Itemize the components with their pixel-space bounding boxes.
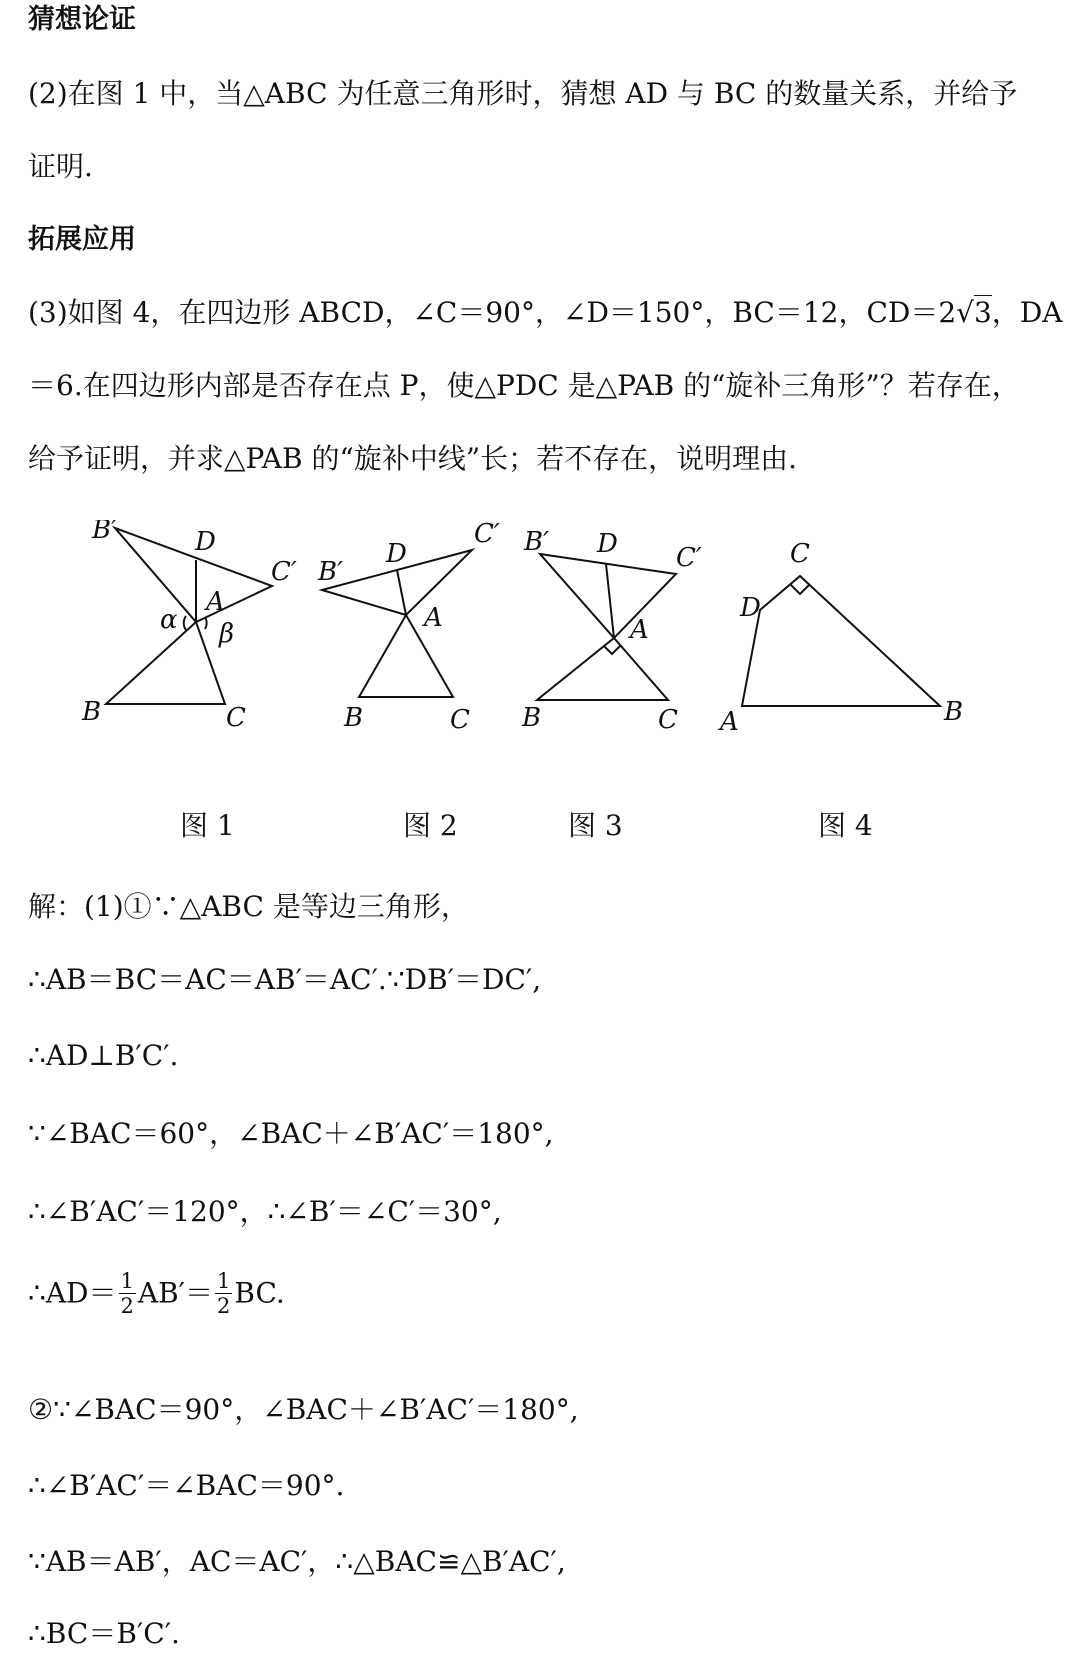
solution-line-7: ②∵∠BAC＝90°，∠BAC＋∠B′AC′＝180°, <box>28 1393 579 1426</box>
heading-extension: 拓展应用 <box>28 224 136 255</box>
solution-line-6 <box>28 1270 285 1317</box>
fig3-label-d: D <box>597 529 618 559</box>
fraction-one-half <box>119 1270 136 1317</box>
fraction-denominator: 2 <box>120 1294 134 1319</box>
figure-3-caption: 图 3 <box>568 809 623 842</box>
solution-line-8: ∴∠B′AC′＝∠BAC＝90°. <box>28 1469 345 1502</box>
fig3-label-c: C <box>658 705 678 735</box>
fig1-label-b-prime: B′ <box>92 520 118 545</box>
problem-3-line-1 <box>28 296 1063 329</box>
figure-3-triangle-bac <box>537 638 668 700</box>
fig1-label-d: D <box>195 527 216 557</box>
figure-2-caption: 图 2 <box>403 809 458 842</box>
fig3-label-b: B <box>522 703 542 733</box>
fig3-label-c-prime: C′ <box>676 543 702 573</box>
problem-2-line-2: 证明. <box>28 150 93 183</box>
problem-2-line-1: (2)在图 1 中，当△ABC 为任意三角形时，猜想 AD 与 BC 的数量关系，并给予 <box>28 77 1018 110</box>
fraction-numerator: 1 <box>120 1269 134 1293</box>
figure-4-quadrilateral-abcd <box>742 576 940 706</box>
figure-1-diagram <box>106 528 272 704</box>
fraction-denominator-second: 2 <box>217 1294 231 1319</box>
fig1-label-beta: β <box>219 619 235 649</box>
fig2-label-d: D <box>386 539 407 569</box>
solution-line-1: 解：(1)①∵△ABC 是等边三角形， <box>28 890 469 923</box>
solution-line-10: ∴BC＝B′C′. <box>28 1617 180 1650</box>
fig4-label-b: B <box>944 697 964 727</box>
sqrt-sign: √ <box>956 296 975 329</box>
solution-line-9: ∵AB＝AB′，AC＝AC′，∴△BAC≌△B′AC′, <box>28 1545 566 1578</box>
figures-group <box>0 520 1080 750</box>
solution-line-2: ∴AB＝BC＝AC＝AB′＝AC′.∵DB′＝DC′, <box>28 963 542 996</box>
figure-4-right-angle-mark <box>791 585 809 594</box>
figure-1-caption: 图 1 <box>180 809 235 842</box>
figure-3-diagram <box>537 554 676 700</box>
sqrt-radicand: 3 <box>974 296 992 329</box>
fig3-label-a: A <box>630 615 649 645</box>
fraction-one-half-second <box>215 1270 232 1317</box>
fig1-label-alpha: α <box>160 605 178 635</box>
fraction-numerator-second: 1 <box>217 1269 231 1293</box>
fig2-label-c: C <box>450 705 470 735</box>
problem-3-text-pre: (3)如图 4，在四边形 ABCD，∠C＝90°，∠D＝150°，BC＝12，CD＝2 <box>28 296 957 329</box>
problem-3-line-3: 给予证明，并求△PAB 的“旋补中线”长；若不存在，说明理由. <box>28 442 798 475</box>
solution-line-6-post: BC. <box>234 1276 285 1310</box>
solution-line-6-mid: AB′＝ <box>137 1276 214 1310</box>
figure-4-diagram <box>742 576 940 706</box>
figure-1-arc-alpha <box>184 616 186 630</box>
fig4-label-c: C <box>790 539 810 569</box>
fig1-label-b: B <box>82 697 102 727</box>
solution-line-5: ∴∠B′AC′＝120°，∴∠B′＝∠C′＝30°, <box>28 1195 502 1228</box>
figure-2-median-ad <box>397 570 406 615</box>
fig1-label-c-prime: C′ <box>271 557 297 587</box>
figure-4-caption: 图 4 <box>818 809 873 842</box>
figure-1-arc-beta <box>205 617 207 629</box>
figure-1-triangle-b-prime-a-c-prime <box>115 528 272 622</box>
fig2-label-c-prime: C′ <box>474 520 500 549</box>
fig4-label-a: A <box>720 707 739 737</box>
fig1-label-a: A <box>206 587 225 617</box>
figure-2-diagram <box>322 550 472 697</box>
fig4-label-d: D <box>740 593 761 623</box>
fig1-label-c: C <box>226 703 246 733</box>
heading-conjecture: 猜想论证 <box>28 4 136 35</box>
solution-line-3: ∴AD⊥B′C′. <box>28 1039 179 1072</box>
solution-line-6-pre: ∴AD＝ <box>28 1276 117 1310</box>
fig2-label-b-prime: B′ <box>318 557 344 587</box>
fig2-label-a: A <box>424 603 443 633</box>
solution-line-4: ∵∠BAC＝60°，∠BAC＋∠B′AC′＝180°, <box>28 1117 554 1150</box>
figure-3-right-angle-mark <box>604 646 620 654</box>
fig3-label-b-prime: B′ <box>524 527 550 557</box>
fig2-label-b: B <box>344 703 364 733</box>
figure-3-median-ad <box>606 564 614 638</box>
problem-3-text-post: ，DA <box>991 296 1063 329</box>
figure-3-triangle-b-prime-a-c-prime <box>540 554 676 638</box>
problem-3-line-2: ＝6.在四边形内部是否存在点 P，使△PDC 是△PAB 的“旋补三角形”？若存在， <box>28 369 1020 402</box>
